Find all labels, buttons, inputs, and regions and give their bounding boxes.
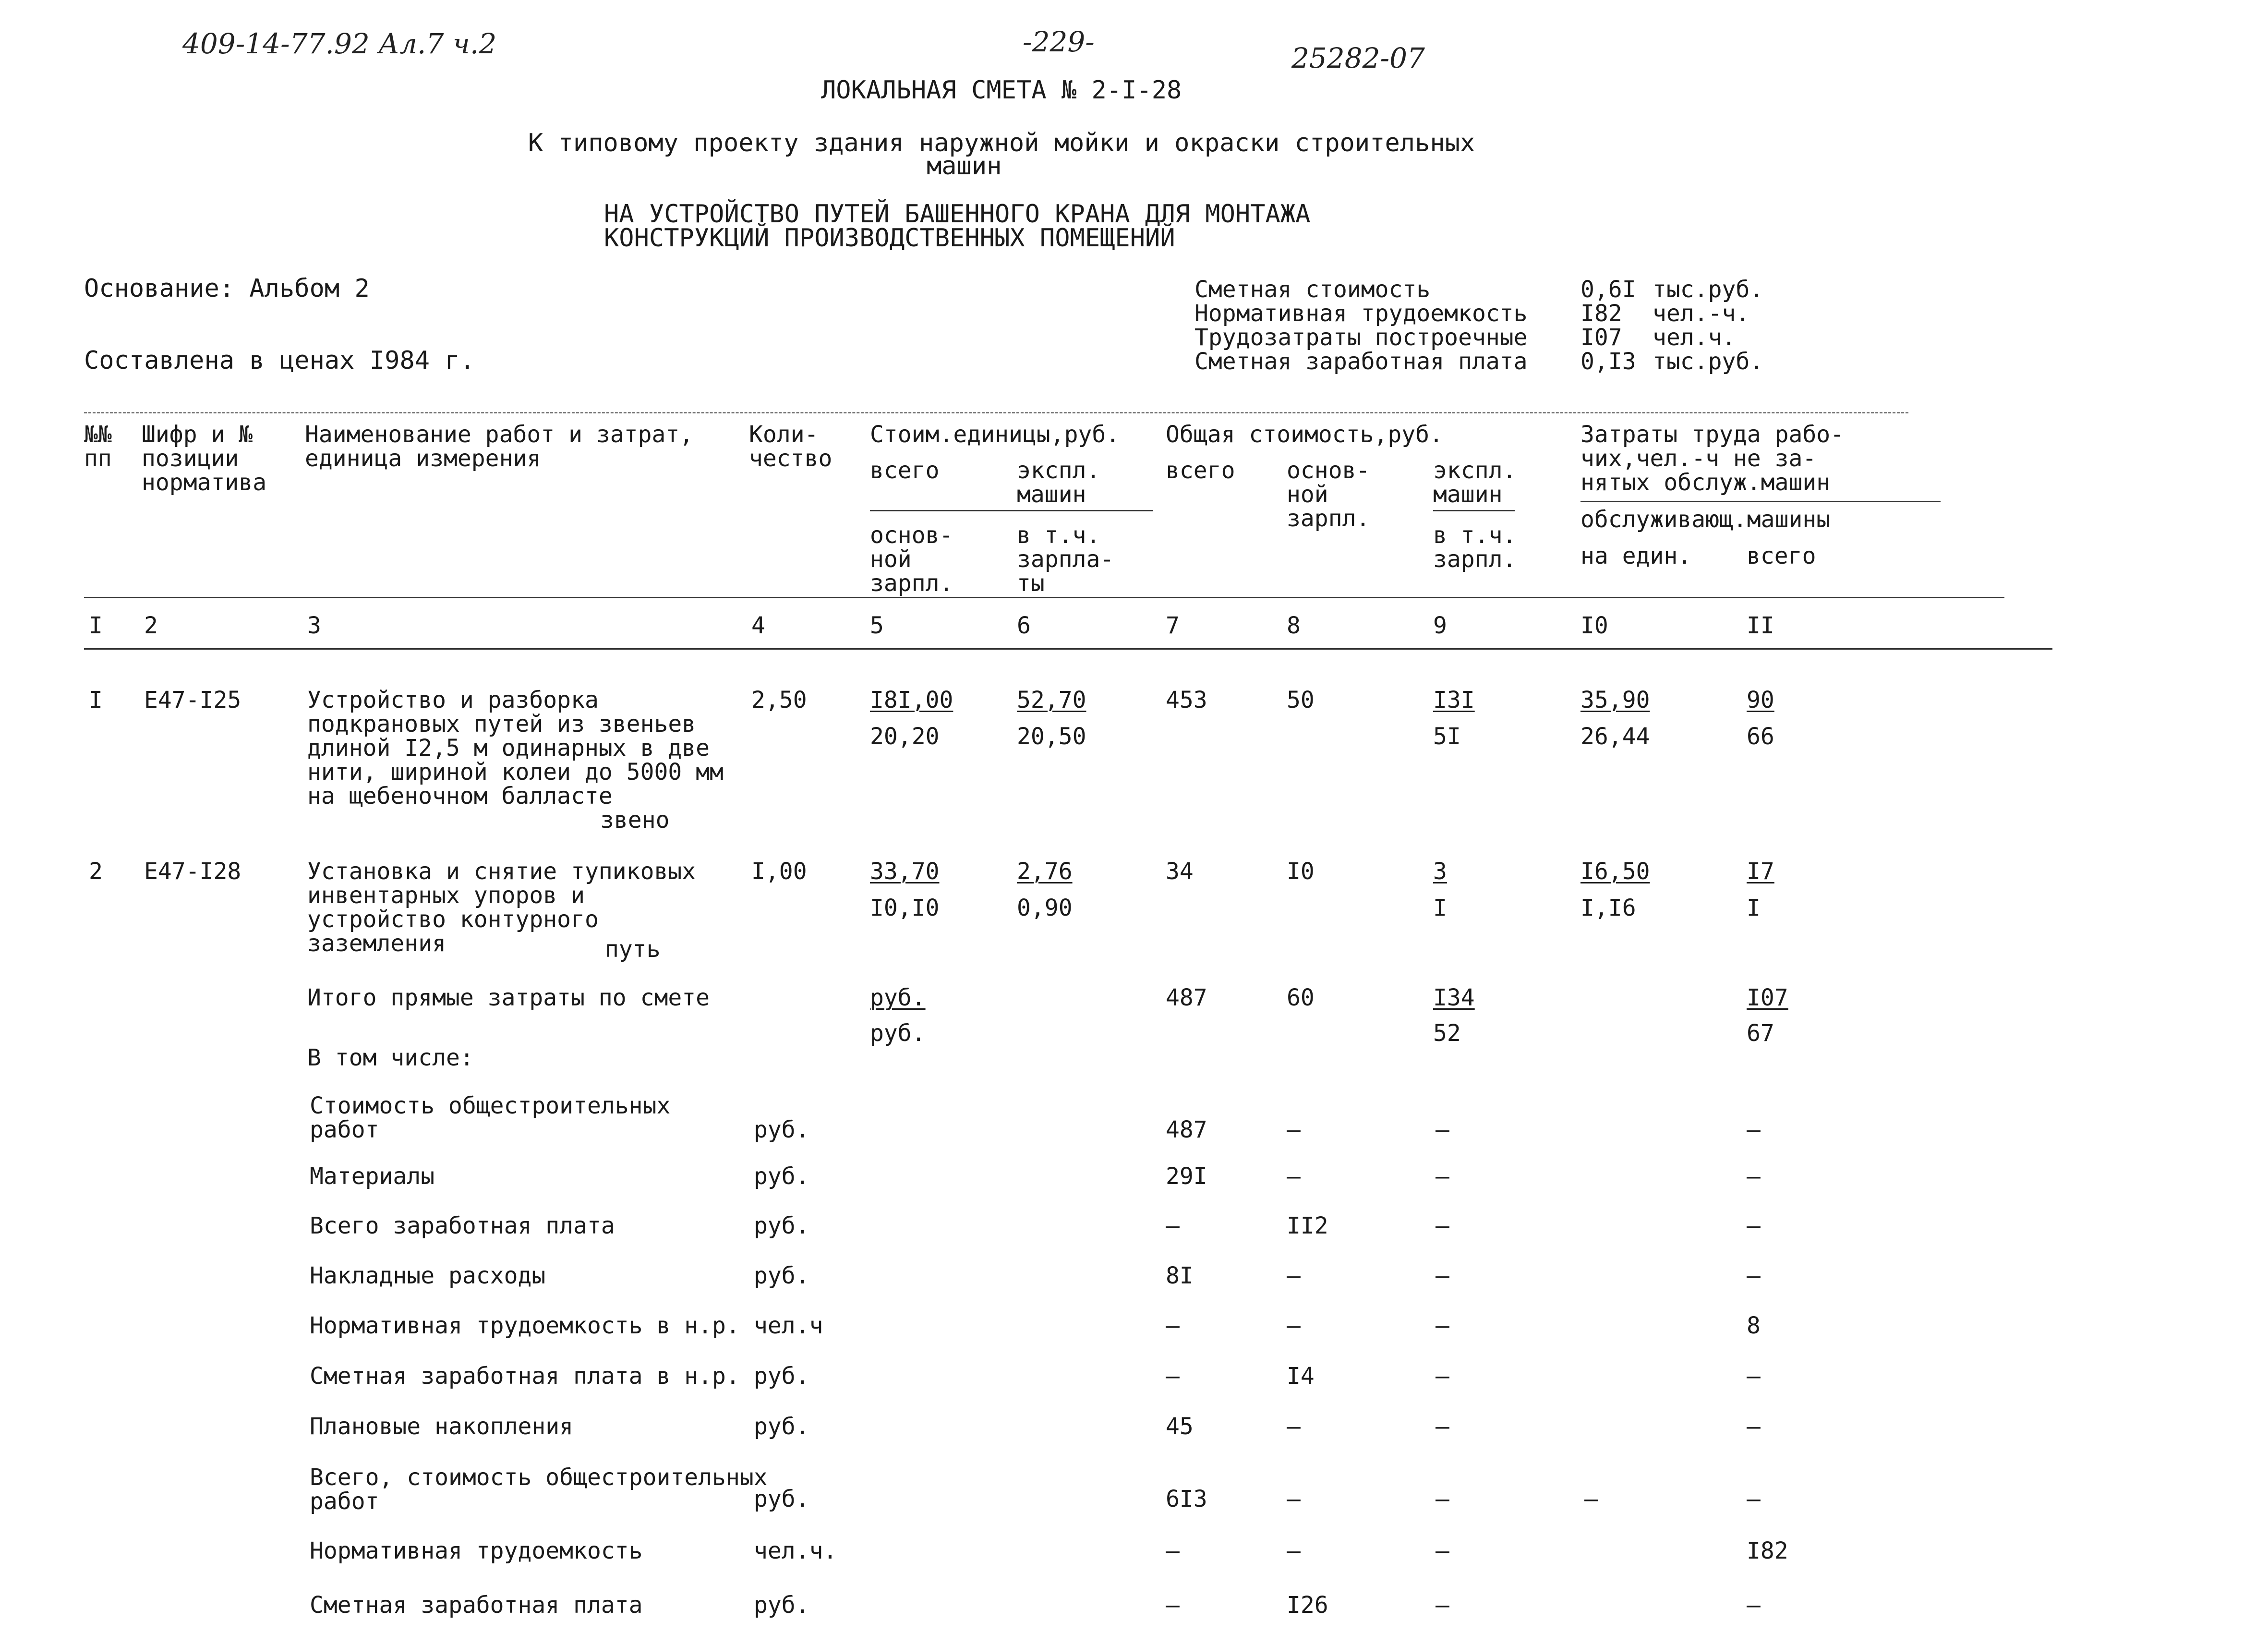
totals-total: 487	[1166, 984, 1207, 1011]
row-machines: I3I	[1433, 687, 1475, 714]
breakdown-unit: руб.	[754, 1592, 809, 1619]
totals-c5-bottom: руб.	[870, 1020, 926, 1047]
breakdown-unit: руб.	[754, 1163, 809, 1190]
summary-label: Трудозатраты построечные	[1194, 324, 1528, 351]
col-header-name: Наименование работ и затрат, единица измерения	[305, 421, 694, 472]
summary-value: 0,6I	[1580, 276, 1636, 303]
breakdown-machines: –	[1436, 1163, 1449, 1190]
breakdown-machines: –	[1436, 1537, 1449, 1564]
column-number: 8	[1287, 612, 1301, 639]
row-code: Е47-I25	[144, 687, 241, 714]
breakdown-name: Всего, стоимость общестроительных работ	[310, 1464, 768, 1515]
labor-divider	[1580, 501, 1941, 502]
col-header-unit-wage-incl: в т.ч. зарпла- ты	[1017, 522, 1114, 597]
project-line-1: К типовому проекту здания наружной мойки и окраски строительных	[528, 129, 1475, 157]
breakdown-base-wage: –	[1287, 1116, 1301, 1143]
row-unit-machines: 2,76	[1017, 858, 1073, 885]
breakdown-labor-total: –	[1747, 1163, 1761, 1190]
breakdown-labor-total: –	[1747, 1212, 1761, 1239]
breakdown-name: Стоимость общестроительных работ	[310, 1092, 671, 1143]
row-quantity: 2,50	[751, 687, 807, 714]
breakdown-labor-total: 8	[1747, 1312, 1761, 1339]
summary-value: I82	[1580, 300, 1622, 327]
breakdown-base-wage: –	[1287, 1537, 1301, 1564]
breakdown-labor-total: –	[1747, 1413, 1761, 1440]
breakdown-machines: –	[1436, 1116, 1449, 1143]
breakdown-base-wage: I26	[1287, 1592, 1328, 1619]
column-number: I0	[1580, 612, 1608, 639]
breakdown-unit: чел.ч.	[754, 1537, 837, 1564]
row-labor-per-unit: 35,90	[1580, 687, 1650, 714]
breakdown-base-wage: –	[1287, 1486, 1301, 1512]
totals-label: Итого прямые затраты по смете	[307, 984, 710, 1011]
breakdown-base-wage: –	[1287, 1312, 1301, 1339]
row-unit-cost: I8I,00	[870, 687, 953, 714]
breakdown-total: 6I3	[1166, 1486, 1207, 1512]
col-header-labor-group: Затраты труда рабо- чих,чел.-ч не за- нятых обслуж.машин	[1580, 421, 1845, 496]
col-header-labor-machines: обслуживающ.машины	[1580, 506, 1831, 533]
breakdown-name: Всего заработная плата	[310, 1212, 615, 1239]
breakdown-labor-total: –	[1747, 1116, 1761, 1143]
totals-machines: I34	[1433, 984, 1475, 1011]
col-header-total-base-wage: основ- ной зарпл.	[1287, 457, 1370, 532]
summary-unit: тыс.руб.	[1653, 348, 1764, 375]
row-base-wage: I0	[1287, 858, 1315, 885]
breakdown-machines: –	[1436, 1212, 1449, 1239]
unit-cost-divider	[870, 510, 1153, 511]
col-header-per-unit: на един.	[1580, 543, 1692, 569]
col-header-total-machines: экспл. машин	[1433, 457, 1517, 508]
column-number: 5	[870, 612, 884, 639]
breakdown-total: 29I	[1166, 1163, 1207, 1190]
row-number: I	[89, 687, 103, 714]
col-header-total-cost-group: Общая стоимость,руб.	[1166, 421, 1443, 448]
totals-labor-machines: 67	[1747, 1020, 1774, 1047]
totals-labor: I07	[1747, 984, 1788, 1011]
subject-line-2: КОНСТРУКЦИЙ ПРОИЗВОДСТВЕННЫХ ПОМЕЩЕНИЙ	[604, 224, 1175, 253]
row-machine-wage: 5I	[1433, 723, 1461, 750]
handwritten-album-ref: 409-14-77.92 Ал.7 ч.2	[182, 27, 497, 60]
col-header-unit-total: всего	[870, 457, 940, 484]
row-unit-machine-wage: 20,50	[1017, 723, 1086, 750]
col-header-unit-cost-group: Стоим.единицы,руб.	[870, 421, 1120, 448]
breakdown-unit: руб.	[754, 1363, 809, 1390]
breakdown-labor-total: –	[1747, 1262, 1761, 1289]
col-header-quantity: Коли- чество	[749, 421, 832, 472]
breakdown-name: Материалы	[310, 1163, 435, 1190]
col-header-code: Шифр и № позиции норматива	[142, 421, 267, 496]
row-unit-machines: 52,70	[1017, 687, 1086, 714]
breakdown-machines: –	[1436, 1592, 1449, 1619]
row-unit-base-wage: I0,I0	[870, 895, 940, 921]
totals-c5-top: руб.	[870, 984, 926, 1011]
row-machines: 3	[1433, 858, 1447, 885]
header-bottom-rule	[84, 597, 2004, 598]
col-header-unit-base-wage: основ- ной зарпл.	[870, 522, 953, 597]
column-numbers-rule	[84, 648, 2052, 650]
breakdown-labor-total: –	[1747, 1486, 1761, 1512]
breakdown-total: –	[1166, 1363, 1180, 1390]
breakdown-name: Плановые накопления	[310, 1413, 574, 1440]
row-name: Устройство и разборка подкрановых путей из звеньев длиной I2,5 м одинарных в две нити, шириной колеи до 5000 мм на щебеночном балласте	[307, 687, 724, 810]
breakdown-total: 487	[1166, 1116, 1207, 1143]
row-labor-total: 90	[1747, 687, 1774, 714]
col-header-number: №№ пп	[84, 421, 112, 472]
column-number: 2	[144, 612, 158, 639]
row-labor-machines-total: I	[1747, 895, 1761, 921]
summary-unit: тыс.руб.	[1653, 276, 1764, 303]
summary-unit: чел.-ч.	[1653, 300, 1750, 327]
breakdown-unit: руб.	[754, 1486, 809, 1512]
breakdown-labor-per-unit: –	[1584, 1486, 1598, 1512]
totals-machine-wage: 52	[1433, 1020, 1461, 1047]
row-total: 34	[1166, 858, 1194, 885]
col-header-total-wage-incl: в т.ч. зарпл.	[1433, 522, 1517, 573]
breakdown-machines: –	[1436, 1486, 1449, 1512]
project-line-2: машин	[927, 152, 1002, 181]
row-labor-per-unit: I6,50	[1580, 858, 1650, 885]
breakdown-name: Сметная заработная плата	[310, 1592, 643, 1619]
breakdown-unit: руб.	[754, 1116, 809, 1143]
breakdown-labor-total: –	[1747, 1363, 1761, 1390]
breakdown-machines: –	[1436, 1312, 1449, 1339]
handwritten-page-number: -229-	[1023, 25, 1095, 58]
column-number: 3	[307, 612, 321, 639]
breakdown-base-wage: –	[1287, 1163, 1301, 1190]
row-unit-machine-wage: 0,90	[1017, 895, 1073, 921]
handwritten-doc-number: 25282-07	[1291, 42, 1425, 74]
breakdown-total: 8I	[1166, 1262, 1194, 1289]
row-labor-machines-per-unit: 26,44	[1580, 723, 1650, 750]
breakdown-name: Накладные расходы	[310, 1262, 546, 1289]
row-unit-base-wage: 20,20	[870, 723, 940, 750]
summary-label: Сметная заработная плата	[1194, 348, 1528, 375]
summary-value: I07	[1580, 324, 1622, 351]
row-code: Е47-I28	[144, 858, 241, 885]
col-header-unit-machines: экспл. машин	[1017, 457, 1100, 508]
breakdown-machines: –	[1436, 1413, 1449, 1440]
breakdown-name: Нормативная трудоемкость	[310, 1537, 643, 1564]
summary-unit: чел.ч.	[1653, 324, 1736, 351]
breakdown-base-wage: II2	[1287, 1212, 1328, 1239]
breakdown-base-wage: –	[1287, 1262, 1301, 1289]
basis-text: Основание: Альбом 2	[84, 274, 370, 303]
breakdown-total: –	[1166, 1312, 1180, 1339]
column-number: I	[89, 612, 103, 639]
breakdown-base-wage: –	[1287, 1413, 1301, 1440]
column-number: 9	[1433, 612, 1447, 639]
row-unit-cost: 33,70	[870, 858, 940, 885]
column-number: 4	[751, 612, 765, 639]
breakdown-unit: руб.	[754, 1413, 809, 1440]
breakdown-total: –	[1166, 1212, 1180, 1239]
column-number: 6	[1017, 612, 1031, 639]
row-labor-machines-per-unit: I,I6	[1580, 895, 1636, 921]
breakdown-name: Сметная заработная плата в н.р.	[310, 1363, 740, 1390]
column-number: 7	[1166, 612, 1180, 639]
col-header-total: всего	[1166, 457, 1235, 484]
row-base-wage: 50	[1287, 687, 1315, 714]
row-labor-total: I7	[1747, 858, 1774, 885]
breakdown-unit: чел.ч	[754, 1312, 823, 1339]
col-header-labor-total: всего	[1747, 543, 1816, 569]
totals-base-wage: 60	[1287, 984, 1315, 1011]
row-unit: звено	[600, 807, 670, 834]
breakdown-total: 45	[1166, 1413, 1194, 1440]
price-level-text: Составлена в ценах I984 г.	[84, 346, 475, 375]
column-number: II	[1747, 612, 1774, 639]
row-labor-machines-total: 66	[1747, 723, 1774, 750]
row-machine-wage: I	[1433, 895, 1447, 921]
estimate-title: ЛОКАЛЬНАЯ СМЕТА № 2-I-28	[821, 76, 1182, 105]
summary-value: 0,I3	[1580, 348, 1636, 375]
including-label: В том числе:	[307, 1044, 474, 1071]
breakdown-labor-total: I82	[1747, 1537, 1788, 1564]
summary-label: Сметная стоимость	[1194, 276, 1431, 303]
row-total: 453	[1166, 687, 1207, 714]
summary-label: Нормативная трудоемкость	[1194, 300, 1528, 327]
row-number: 2	[89, 858, 103, 885]
breakdown-labor-total: –	[1747, 1592, 1761, 1619]
breakdown-unit: руб.	[754, 1262, 809, 1289]
breakdown-machines: –	[1436, 1262, 1449, 1289]
breakdown-machines: –	[1436, 1363, 1449, 1390]
breakdown-base-wage: I4	[1287, 1363, 1315, 1390]
row-name: Установка и снятие тупиковых инвентарных упоров и устройство контурного заземления	[307, 858, 696, 957]
header-top-rule	[84, 412, 1908, 413]
breakdown-total: –	[1166, 1537, 1180, 1564]
subject-line-1: НА УСТРОЙСТВО ПУТЕЙ БАШЕННОГО КРАНА ДЛЯ МОНТАЖА	[604, 200, 1311, 229]
machines-divider	[1433, 510, 1515, 511]
breakdown-name: Нормативная трудоемкость в н.р.	[310, 1312, 740, 1339]
row-quantity: I,00	[751, 858, 807, 885]
breakdown-total: –	[1166, 1592, 1180, 1619]
row-unit: путь	[605, 936, 661, 963]
breakdown-unit: руб.	[754, 1212, 809, 1239]
